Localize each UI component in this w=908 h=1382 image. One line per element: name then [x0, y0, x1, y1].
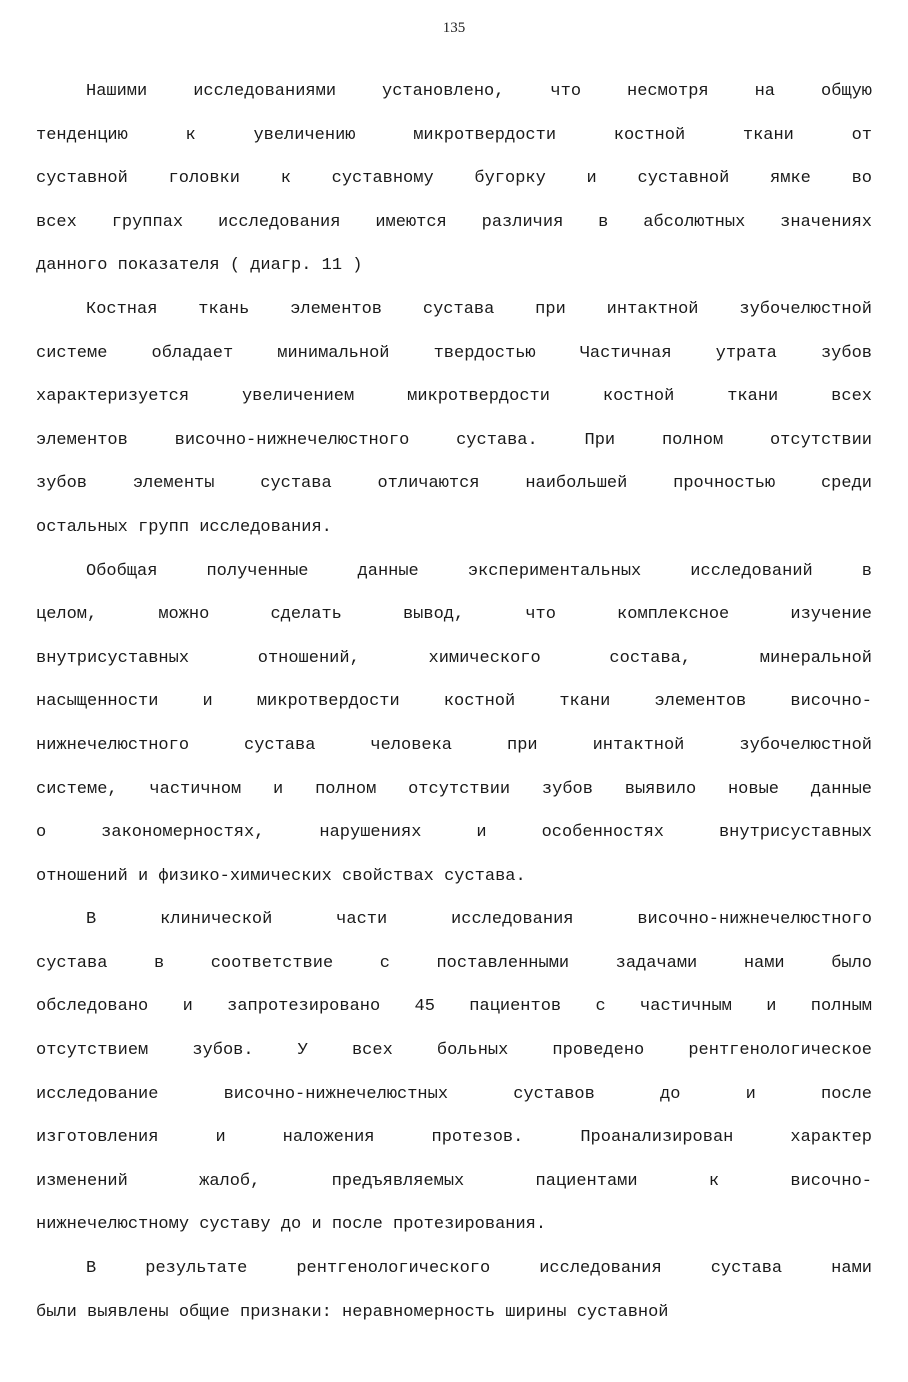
text-line: системе обладает минимальной твердостью Частичная утрата зубов — [36, 343, 872, 363]
text-line: данного показателя ( диагр. 11 ) — [36, 256, 363, 276]
text-line: элементов височно-нижнечелюстного сустава. При полном отсутствии — [36, 430, 872, 450]
text-line: В результате рентгенологического исследования сустава нами — [86, 1259, 872, 1279]
text-line: обследовано и запротезировано 45 пациентов с частичным и полным — [36, 997, 872, 1017]
text-line: тенденцию к увеличению микротвердости костной ткани от — [36, 125, 872, 145]
paragraph-4 — [36, 904, 872, 1253]
text-line: остальных групп исследования. — [36, 517, 332, 537]
text-line: отсутствием зубов. У всех больных проведено рентгенологическое — [36, 1041, 872, 1061]
page-number: 135 — [442, 20, 466, 36]
paragraph-3 — [36, 556, 872, 905]
text-line: зубов элементы сустава отличаются наибольшей прочностью среди — [36, 474, 872, 494]
text-line: характеризуется увеличением микротвердости костной ткани всех — [36, 387, 872, 407]
text-line: насыщенности и микротвердости костной ткани элементов височно- — [36, 692, 872, 712]
text-line: исследование височно-нижнечелюстных суставов до и после — [36, 1084, 872, 1104]
text-line: внутрисуставных отношений, химического состава, минеральной — [36, 648, 872, 668]
paragraph-1 — [36, 76, 872, 294]
text-line: Нашими исследованиями установлено, что несмотря на общую — [86, 82, 872, 101]
text-line: В клинической части исследования височно-нижнечелюстного — [86, 910, 872, 930]
text-line: о закономерностях, нарушениях и особенностях внутрисуставных — [36, 823, 872, 843]
text-line: нижнечелюстному суставу до и после протезирования. — [36, 1215, 547, 1235]
text-line: системе, частичном и полном отсутствии зубов выявило новые данные — [36, 779, 872, 799]
text-line: Костная ткань элементов сустава при интактной зубочелюстной — [86, 299, 872, 319]
text-line: отношений и физико-химических свойствах сустава. — [36, 866, 526, 886]
text-line: Обобщая полученные данные экспериментальных исследований в — [86, 561, 872, 581]
text-line: изменений жалоб, предъявляемых пациентами к височно- — [36, 1171, 872, 1191]
text-line: были выявлены общие признаки: неравномерность ширины суставной — [36, 1302, 669, 1322]
paragraph-2 — [36, 294, 872, 556]
paragraph-5 — [36, 1253, 872, 1340]
text-line: изготовления и наложения протезов. Проанализирован характер — [36, 1128, 872, 1148]
text-line: суставной головки к суставному бугорку и суставной ямке во — [36, 169, 872, 189]
text-line: нижнечелюстного сустава человека при интактной зубочелюстной — [36, 735, 872, 755]
text-line: сустава в соответствие с поставленными задачами нами было — [36, 953, 872, 973]
text-line: целом, можно сделать вывод, что комплексное изучение — [36, 605, 872, 625]
text-line: всех группах исследования имеются различия в абсолютных значениях — [36, 212, 872, 232]
document-body — [36, 76, 872, 1340]
